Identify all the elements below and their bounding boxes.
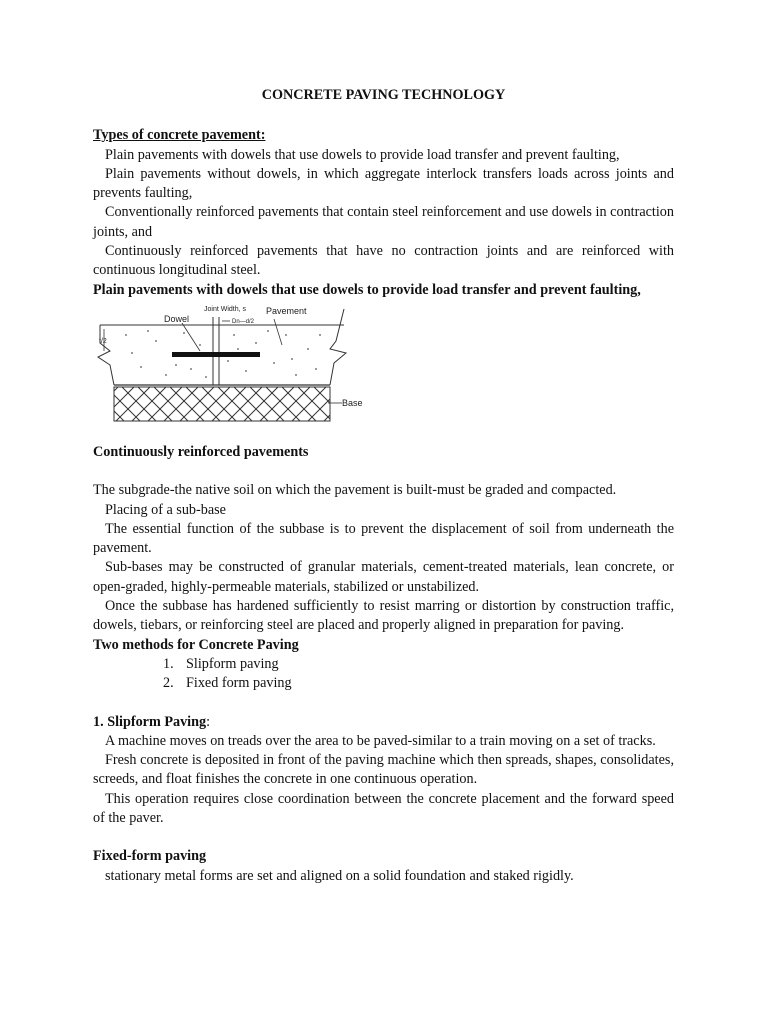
process-item-4: Once the subbase has hardened sufficiently to resist marring or distortion by construction traffic, dowels, tiebars, or reinforcing steel are placed and properly aligned in preparation for paving. — [93, 598, 674, 634]
fixed-form-heading: Fixed-form paving — [93, 848, 207, 865]
plain-dowel-heading: Plain pavements with dowels that use dowels to provide load transfer and prevent faulting, — [93, 281, 641, 298]
document-body — [93, 86, 674, 886]
fixed-form-item-1: stationary metal forms are set and aligned on a solid foundation and staked rigidly. — [105, 867, 574, 884]
type-item-1: Plain pavements with dowels that use dowels to provide load transfer and prevent faulting, — [105, 146, 620, 163]
dowel-joint-diagram — [96, 305, 366, 431]
dowel-label: Dowel — [164, 313, 190, 324]
subgrade-paragraph: The subgrade-the native soil on which the pavement is built-must be graded and compacted. — [93, 482, 617, 499]
slipform-item-3: This operation requires close coordination between the concrete placement and the forward speed of the paver. — [93, 790, 674, 827]
type-item-3: Conventionally reinforced pavements that contain steel reinforcement and use dowels in contraction joints, and — [93, 204, 674, 240]
list-number: 1. — [163, 655, 174, 672]
types-heading: Types of concrete pavement: — [93, 127, 266, 144]
type-item-4: Continuously reinforced pavements that have no contraction joints and are reinforced with continuous longitudinal steel. — [93, 243, 674, 279]
dowel-joint-figure — [93, 305, 674, 437]
methods-heading: Two methods for Concrete Paving — [93, 636, 299, 653]
dowel-bar — [172, 352, 260, 357]
slipform-item-1: A machine moves on treads over the area to be paved-similar to a train moving on a set of tracks. — [105, 732, 656, 749]
page-title: CONCRETE PAVING TECHNOLOGY — [261, 87, 506, 103]
base-layer — [114, 387, 330, 421]
methods-list — [93, 655, 674, 694]
thickness-label: t/2 — [99, 337, 107, 345]
half-depth-label: Dn—d/2 — [232, 318, 255, 325]
type-item-2: Plain pavements without dowels, in which aggregate interlock transfers loads across joints and prevents faulting, — [93, 165, 674, 202]
base-label: Base — [342, 397, 363, 408]
list-label: Fixed form paving — [186, 675, 292, 692]
slipform-item-2: Fresh concrete is deposited in front of the paving machine which then spreads, shapes, consolidates, screeds, and float finishes the concrete in one continuous operation. — [93, 752, 674, 788]
crc-heading: Continuously reinforced pavements — [93, 443, 309, 460]
list-item — [93, 655, 674, 674]
list-item — [93, 674, 674, 693]
joint-width-label: Joint Width, s — [204, 305, 247, 313]
list-label: Slipform paving — [186, 655, 279, 672]
process-item-3: Sub-bases may be constructed of granular materials, cement-treated materials, lean concrete, or open-graded, highly-permeable materials, stabilized or unstabilized. — [93, 559, 674, 595]
slipform-heading: 1. Slipform Paving: — [93, 713, 211, 730]
process-item-1: Placing of a sub-base — [105, 501, 226, 518]
pavement-label: Pavement — [266, 305, 307, 316]
list-number: 2. — [163, 675, 174, 692]
process-item-2: The essential function of the subbase is to prevent the displacement of soil from underneath the pavement. — [93, 520, 674, 557]
